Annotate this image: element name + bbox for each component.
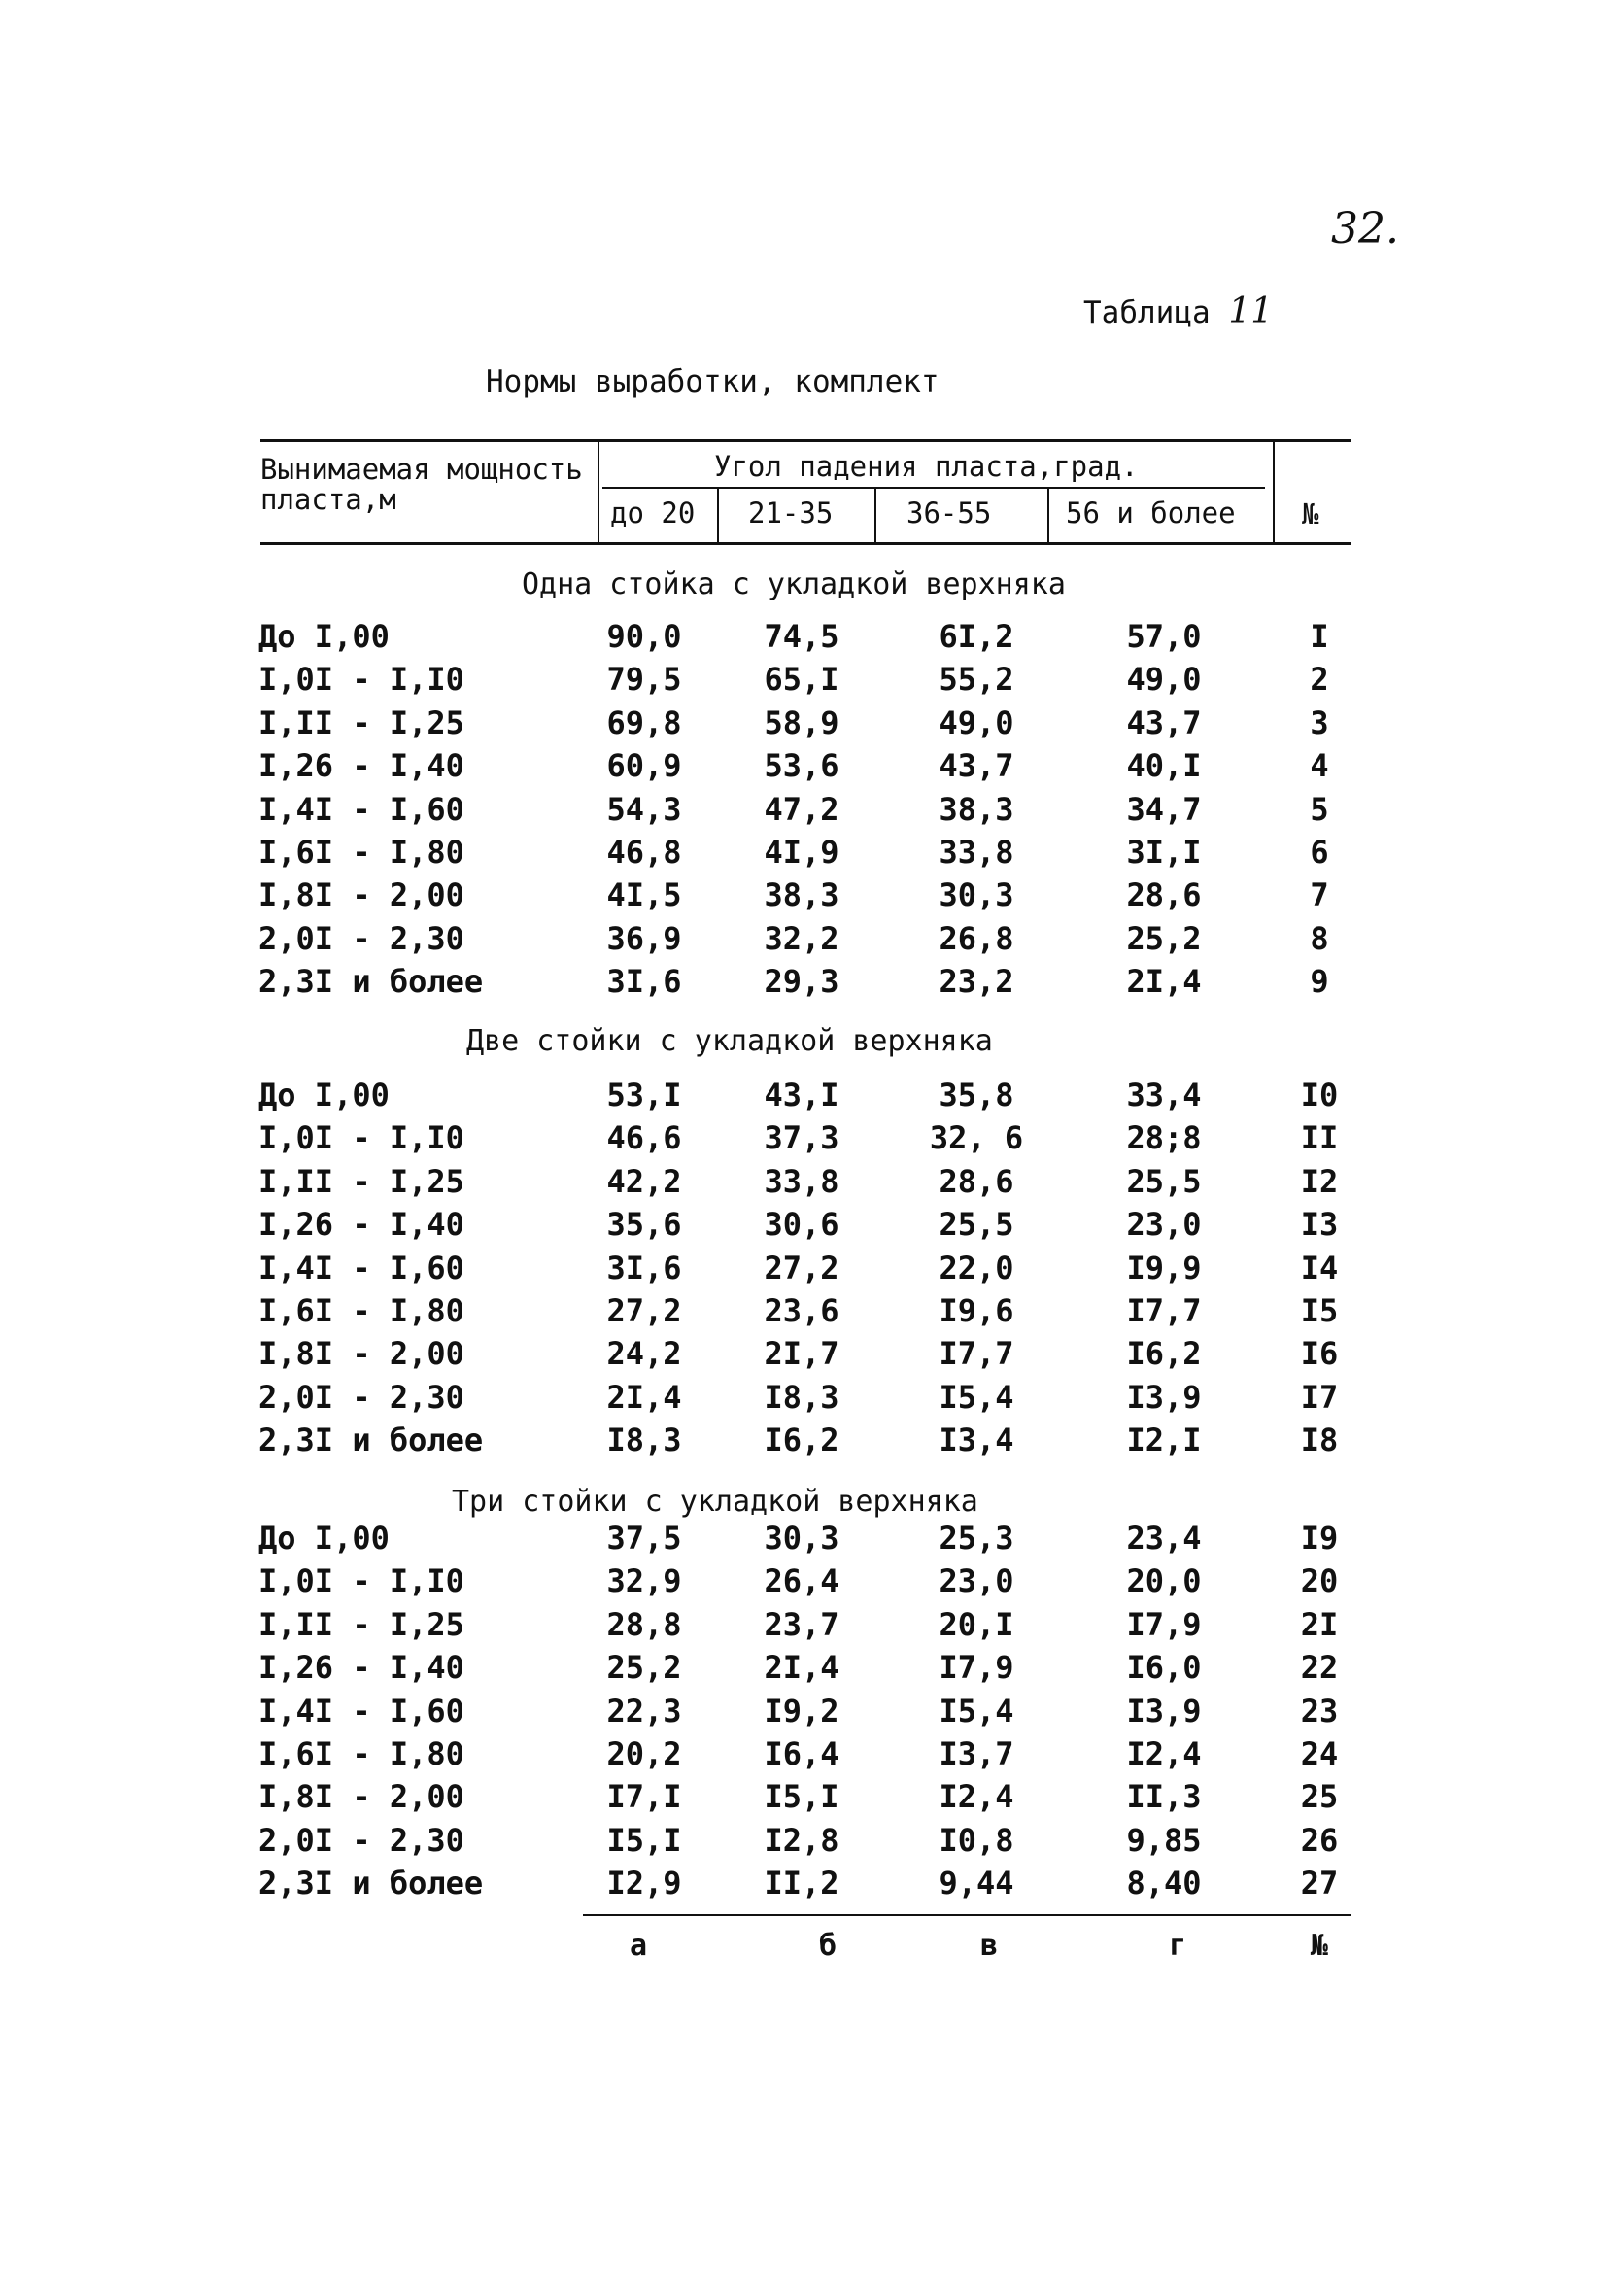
row-value-col-1: 90,0 [606, 618, 682, 655]
row-value-col-1: 46,8 [606, 834, 682, 871]
row-value-col-4: 57,0 [1126, 618, 1202, 655]
row-value-col-4: 40,I [1126, 747, 1202, 785]
row-value-col-2: 4I,9 [764, 834, 839, 871]
row-value-col-4: 23,0 [1126, 1206, 1202, 1244]
row-value-col-4: I9,9 [1126, 1249, 1202, 1286]
header-group-rule [602, 487, 1265, 489]
row-value-col-2: 27,2 [764, 1249, 839, 1286]
row-thickness-label: I,26 - I,40 [258, 747, 464, 785]
row-value-col-4: I3,9 [1126, 1692, 1202, 1730]
row-number: 23 [1300, 1692, 1339, 1730]
row-value-col-3: 23,2 [939, 963, 1014, 1001]
row-value-col-1: 25,2 [606, 1649, 682, 1687]
angle-col-1: до 20 [610, 497, 696, 530]
table-title: Нормы выработки, комплект [486, 364, 940, 399]
row-value-col-1: 20,2 [606, 1735, 682, 1772]
angle-col-4: 56 и более [1066, 497, 1236, 530]
row-value-col-4: 8,40 [1126, 1865, 1202, 1902]
row-thickness-label: До I,00 [258, 618, 390, 655]
row-value-col-4: I6,2 [1126, 1335, 1202, 1373]
row-thickness-label: 2,3I и более [258, 1865, 484, 1902]
row-value-col-1: 79,5 [606, 661, 682, 699]
row-thickness-label: I,0I - I,I0 [258, 1562, 464, 1600]
row-value-col-3: 43,7 [939, 747, 1014, 785]
row-number: 2 [1310, 661, 1329, 699]
row-value-col-1: 28,8 [606, 1605, 682, 1643]
row-value-col-1: 42,2 [606, 1162, 682, 1200]
row-value-col-2: 53,6 [764, 747, 839, 785]
row-thickness-label: I,0I - I,I0 [258, 661, 464, 699]
page-number: 32. [1331, 204, 1399, 254]
row-thickness-label: 2,0I - 2,30 [258, 919, 464, 957]
row-number: 22 [1300, 1649, 1339, 1687]
row-value-col-2: 30,3 [764, 1520, 839, 1557]
row-value-col-2: 33,8 [764, 1162, 839, 1200]
row-value-col-4: I7,7 [1126, 1292, 1202, 1329]
row-value-col-2: 74,5 [764, 618, 839, 655]
row-thickness-label: I,0I - I,I0 [258, 1119, 464, 1157]
row-value-col-2: I2,8 [764, 1821, 839, 1859]
row-value-col-1: 3I,6 [606, 963, 682, 1001]
row-value-col-3: I7,9 [939, 1649, 1014, 1687]
row-value-col-2: 23,6 [764, 1292, 839, 1329]
row-value-col-2: 58,9 [764, 703, 839, 741]
table-number-label [1083, 291, 1273, 331]
row-thickness-label: I,II - I,25 [258, 703, 464, 741]
row-value-col-1: 2I,4 [606, 1378, 682, 1416]
row-value-col-3: 26,8 [939, 919, 1014, 957]
row-value-col-1: 36,9 [606, 919, 682, 957]
row-number: I6 [1300, 1335, 1339, 1373]
row-number: 26 [1300, 1821, 1339, 1859]
section-title-1: Одна стойка с укладкой верхняка [522, 567, 1066, 601]
row-number: I8 [1300, 1422, 1339, 1459]
row-value-col-3: 25,3 [939, 1520, 1014, 1557]
header-top-rule [260, 439, 1351, 442]
row-value-col-2: I6,4 [764, 1735, 839, 1772]
row-thickness-label: I,4I - I,60 [258, 790, 464, 828]
row-value-col-4: 34,7 [1126, 790, 1202, 828]
row-number: 6 [1310, 834, 1329, 871]
row-value-col-4: 33,4 [1126, 1077, 1202, 1114]
footer-col-g: г [1168, 1929, 1187, 1963]
row-thickness-label: До I,00 [258, 1077, 390, 1114]
row-value-col-2: 38,3 [764, 876, 839, 914]
row-value-col-1: 3I,6 [606, 1249, 682, 1286]
row-value-col-2: 43,I [764, 1077, 839, 1114]
row-thickness-label: I,6I - I,80 [258, 1735, 464, 1772]
row-value-col-2: 47,2 [764, 790, 839, 828]
row-value-col-2: II,2 [764, 1865, 839, 1902]
row-value-col-2: 32,2 [764, 919, 839, 957]
row-thickness-label: I,4I - I,60 [258, 1692, 464, 1730]
header-divider-1 [598, 439, 599, 542]
row-value-col-3: 23,0 [939, 1562, 1014, 1600]
row-value-col-2: 2I,7 [764, 1335, 839, 1373]
row-value-col-2: I9,2 [764, 1692, 839, 1730]
row-value-col-1: I2,9 [606, 1865, 682, 1902]
row-thickness-label: 2,0I - 2,30 [258, 1378, 464, 1416]
row-number: I9 [1300, 1520, 1339, 1557]
row-value-col-4: II,3 [1126, 1778, 1202, 1816]
row-number: 9 [1310, 963, 1329, 1001]
angle-col-3: 36-55 [906, 497, 992, 530]
row-thickness-label: I,II - I,25 [258, 1162, 464, 1200]
table-number: 11 [1228, 291, 1274, 331]
row-number: 5 [1310, 790, 1329, 828]
row-value-col-3: I3,7 [939, 1735, 1014, 1772]
row-value-col-4: 49,0 [1126, 661, 1202, 699]
row-value-col-2: 2I,4 [764, 1649, 839, 1687]
header-bottom-rule [260, 542, 1351, 545]
row-value-col-4: 20,0 [1126, 1562, 1202, 1600]
row-value-col-2: 26,4 [764, 1562, 839, 1600]
column-label-line1: Вынимаемая мощность [260, 453, 583, 486]
row-thickness-label: I,26 - I,40 [258, 1649, 464, 1687]
row-number: I5 [1300, 1292, 1339, 1329]
row-value-col-3: 33,8 [939, 834, 1014, 871]
row-value-col-4: 25,2 [1126, 919, 1202, 957]
row-value-col-2: 29,3 [764, 963, 839, 1001]
row-thickness-label: I,8I - 2,00 [258, 1778, 464, 1816]
row-value-col-3: I2,4 [939, 1778, 1014, 1816]
row-value-col-3: I7,7 [939, 1335, 1014, 1373]
row-thickness-label: I,26 - I,40 [258, 1206, 464, 1244]
row-value-col-3: 20,I [939, 1605, 1014, 1643]
row-value-col-1: 37,5 [606, 1520, 682, 1557]
row-value-col-4: 9,85 [1126, 1821, 1202, 1859]
row-number: 4 [1310, 747, 1329, 785]
column-label-line2: пласта,м [260, 483, 396, 516]
row-value-col-3: 32, 6 [929, 1119, 1024, 1157]
row-value-col-1: 22,3 [606, 1692, 682, 1730]
row-number: 7 [1310, 876, 1329, 914]
header-divider-5 [1273, 439, 1275, 542]
row-value-col-1: 27,2 [606, 1292, 682, 1329]
row-value-col-3: 25,5 [939, 1206, 1014, 1244]
row-number: 8 [1310, 919, 1329, 957]
row-value-col-4: I3,9 [1126, 1378, 1202, 1416]
section-title-3: Три стойки с укладкой верхняка [452, 1485, 978, 1519]
row-thickness-label: I,4I - I,60 [258, 1249, 464, 1286]
row-value-col-1: I7,I [606, 1778, 682, 1816]
row-number: I2 [1300, 1162, 1339, 1200]
row-value-col-4: 2I,4 [1126, 963, 1202, 1001]
row-number: I7 [1300, 1378, 1339, 1416]
row-value-col-4: I6,0 [1126, 1649, 1202, 1687]
header-divider-4 [1047, 489, 1049, 542]
row-value-col-2: I5,I [764, 1778, 839, 1816]
row-value-col-1: 32,9 [606, 1562, 682, 1600]
footer-col-a: а [629, 1929, 648, 1963]
row-thickness-label: I,6I - I,80 [258, 834, 464, 871]
row-value-col-3: 35,8 [939, 1077, 1014, 1114]
row-value-col-3: 28,6 [939, 1162, 1014, 1200]
row-value-col-4: I2,4 [1126, 1735, 1202, 1772]
row-thickness-label: До I,00 [258, 1520, 390, 1557]
row-value-col-3: I9,6 [939, 1292, 1014, 1329]
row-number: 3 [1310, 703, 1329, 741]
footer-col-b: б [818, 1929, 838, 1963]
footer-rule [583, 1914, 1351, 1916]
row-value-col-3: I0,8 [939, 1821, 1014, 1859]
row-value-col-1: 35,6 [606, 1206, 682, 1244]
row-value-col-1: 69,8 [606, 703, 682, 741]
row-value-col-1: I5,I [606, 1821, 682, 1859]
table-label-text: Таблица [1083, 295, 1211, 330]
row-thickness-label: 2,0I - 2,30 [258, 1821, 464, 1859]
row-thickness-label: 2,3I и более [258, 1422, 484, 1459]
angle-group-label: Угол падения пласта,град. [714, 450, 1139, 483]
row-value-col-3: 6I,2 [939, 618, 1014, 655]
row-number: 20 [1300, 1562, 1339, 1600]
row-thickness-label: I,8I - 2,00 [258, 876, 464, 914]
row-value-col-1: 24,2 [606, 1335, 682, 1373]
row-value-col-1: I8,3 [606, 1422, 682, 1459]
row-value-col-2: 65,I [764, 661, 839, 699]
row-value-col-3: I3,4 [939, 1422, 1014, 1459]
row-thickness-label: I,6I - I,80 [258, 1292, 464, 1329]
row-number: 2I [1300, 1605, 1339, 1643]
row-number: I4 [1300, 1249, 1339, 1286]
row-number: I [1310, 618, 1329, 655]
row-number: I0 [1300, 1077, 1339, 1114]
row-value-col-4: 28;8 [1126, 1119, 1202, 1157]
header-divider-3 [874, 489, 876, 542]
row-value-col-2: I6,2 [764, 1422, 839, 1459]
header-divider-2 [717, 489, 719, 542]
row-value-col-1: 60,9 [606, 747, 682, 785]
row-value-col-2: 30,6 [764, 1206, 839, 1244]
row-value-col-4: 25,5 [1126, 1162, 1202, 1200]
row-thickness-label: I,II - I,25 [258, 1605, 464, 1643]
row-thickness-label: 2,3I и более [258, 963, 484, 1001]
row-value-col-4: 3I,I [1126, 834, 1202, 871]
row-value-col-3: 22,0 [939, 1249, 1014, 1286]
row-value-col-1: 54,3 [606, 790, 682, 828]
row-number: I3 [1300, 1206, 1339, 1244]
row-value-col-4: 43,7 [1126, 703, 1202, 741]
row-number: 25 [1300, 1778, 1339, 1816]
footer-col-num: № [1310, 1929, 1329, 1963]
row-thickness-label: I,8I - 2,00 [258, 1335, 464, 1373]
row-value-col-2: 37,3 [764, 1119, 839, 1157]
row-value-col-2: I8,3 [764, 1378, 839, 1416]
footer-col-v: в [979, 1929, 999, 1963]
row-value-col-3: I5,4 [939, 1378, 1014, 1416]
row-value-col-4: I7,9 [1126, 1605, 1202, 1643]
row-number: II [1300, 1119, 1339, 1157]
angle-col-2: 21-35 [748, 497, 834, 530]
row-value-col-3: 55,2 [939, 661, 1014, 699]
number-col-header: № [1302, 497, 1319, 531]
row-number: 27 [1300, 1865, 1339, 1902]
row-value-col-1: 53,I [606, 1077, 682, 1114]
section-title-2: Две стойки с укладкой верхняка [466, 1024, 993, 1058]
row-value-col-4: 28,6 [1126, 876, 1202, 914]
row-value-col-2: 23,7 [764, 1605, 839, 1643]
row-value-col-4: 23,4 [1126, 1520, 1202, 1557]
row-number: 24 [1300, 1735, 1339, 1772]
row-value-col-3: 9,44 [939, 1865, 1014, 1902]
row-value-col-4: I2,I [1126, 1422, 1202, 1459]
row-value-col-3: I5,4 [939, 1692, 1014, 1730]
row-value-col-1: 46,6 [606, 1119, 682, 1157]
row-value-col-3: 38,3 [939, 790, 1014, 828]
row-value-col-3: 30,3 [939, 876, 1014, 914]
row-value-col-1: 4I,5 [606, 876, 682, 914]
row-value-col-3: 49,0 [939, 703, 1014, 741]
